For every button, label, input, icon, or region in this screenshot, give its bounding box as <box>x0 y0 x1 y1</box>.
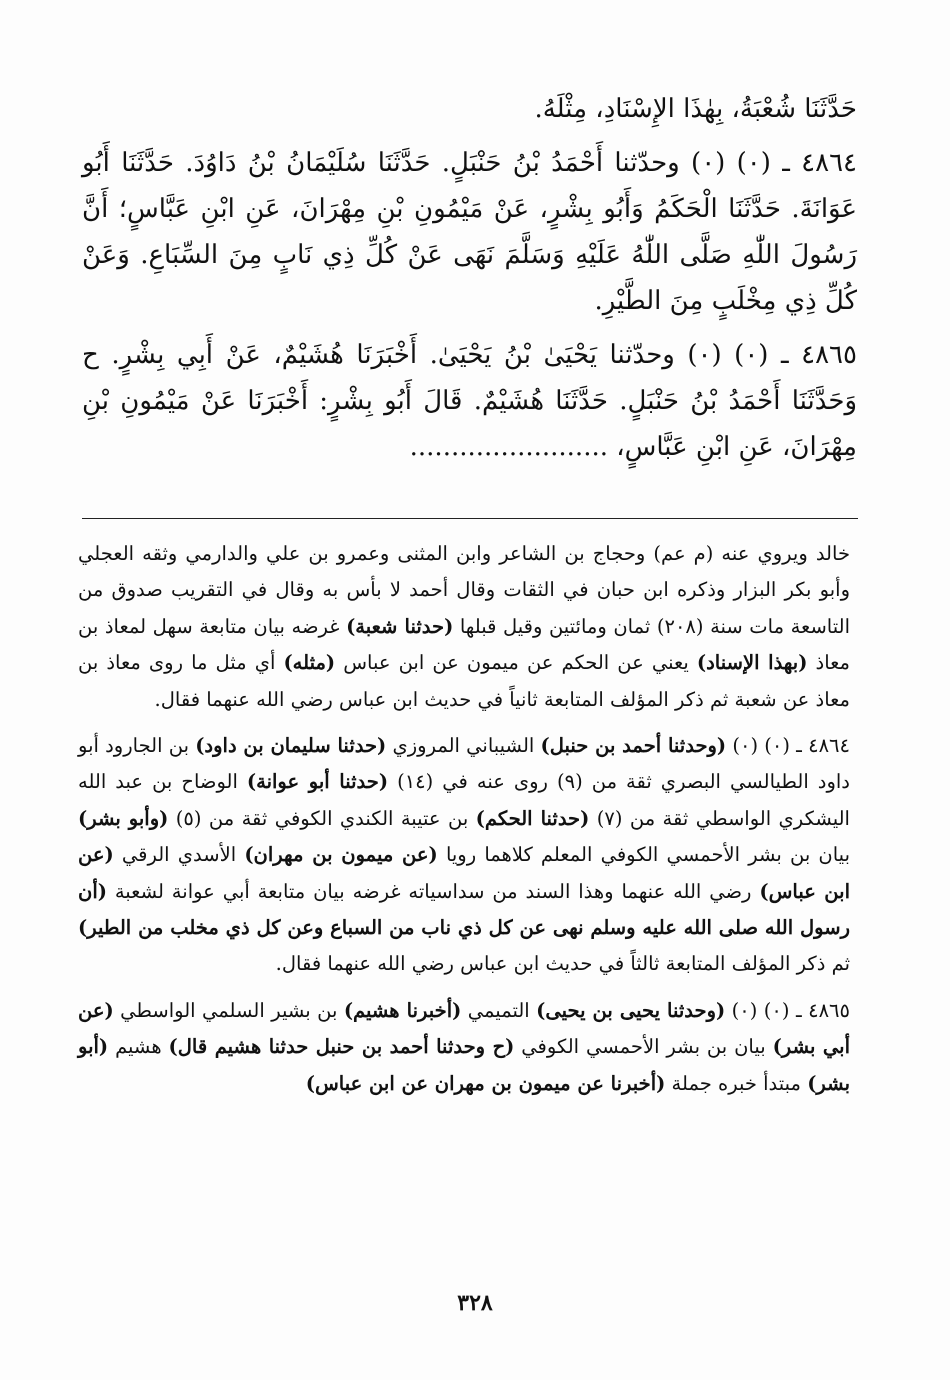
commentary-text: بن الجارود أبو داود الطيالسي البصري ثقة من (٩) روى عنه في (١٤) <box>78 734 850 794</box>
highlighted-phrase: (مثله) <box>283 651 336 675</box>
commentary-text: بن بشير السلمي الواسطي <box>113 998 344 1022</box>
hadith-text-block <box>82 86 857 478</box>
highlighted-phrase: (بهذا الإسناد) <box>696 651 808 675</box>
commentary-text: مبتدأ خبره جملة <box>665 1071 808 1095</box>
highlighted-phrase: (حدثنا الحكم) <box>475 806 590 830</box>
commentary-text: خالد ويروي عنه (م عم) وحجاج بن الشاعر وابن المثنى وعمرو بن علي والدارمي وثقه العجلي وأبو بكر البزار وذكره ابن حبان في الثقات وقال أحمد لا بأس به وقال في التقريب صدوق من التاسعة مات سنة (٢٠٨) ثمان ومائتين وقيل قبلها <box>78 542 850 638</box>
highlighted-phrase: (عن ابن عباس) <box>78 843 850 903</box>
commentary-text: ثم ذكر المؤلف المتابعة ثالثاً في حديث ابن عباس رضي الله عنهما فقال. <box>275 952 850 976</box>
highlighted-phrase: (وحدثنا أحمد بن حنبل) <box>540 734 727 758</box>
footnote-separator-line <box>82 518 858 519</box>
commentary-text: الوضاح بن عبد الله اليشكري الواسطي ثقة من (٧) <box>78 770 850 830</box>
commentary-paragraph <box>78 536 850 718</box>
commentary-text: الشيباني المروزي <box>386 734 541 758</box>
commentary-text: يعني عن الحكم عن ميمون عن ابن عباس <box>335 651 697 675</box>
highlighted-phrase: (عن أبي بشر) <box>78 998 850 1059</box>
commentary-text: بن عتيبة الكندي الكوفي ثقة من (٥) <box>168 806 476 830</box>
highlighted-phrase: (أبو بشر) <box>78 1035 850 1095</box>
commentary-paragraph <box>78 993 850 1102</box>
page-number: ٣٢٨ <box>457 1290 493 1316</box>
highlighted-phrase: (وحدثنا يحيى بن يحيى) <box>536 998 726 1022</box>
commentary-text: الأسدي الرقي <box>113 843 245 867</box>
highlighted-phrase: (أن رسول الله صلى الله عليه وسلم نهى عن كل ذي ناب من السباع وعن كل ذي مخلب من الطير) <box>78 879 850 940</box>
highlighted-phrase: (أخبرنا هشيم) <box>343 998 462 1022</box>
highlighted-phrase: (ح وحدثنا أحمد بن حنبل حدثنا هشيم قال) <box>168 1035 515 1059</box>
commentary-text: أي مثل ما روى معاذ بن معاذ عن شعبة ثم ذكر المؤلف المتابعة ثانياً في حديث ابن عباس رضي الله عنهما فقال. <box>78 651 850 711</box>
highlighted-phrase: (حدثنا سليمان بن داود) <box>195 734 387 758</box>
commentary-text: غرضه بيان متابعة سهل لمعاذ بن معاذ <box>78 614 851 675</box>
highlighted-phrase: (أخبرنا عن ميمون بن مهران عن ابن عباس) <box>305 1071 666 1095</box>
highlighted-phrase: (حدثنا أبو عوانة) <box>246 770 389 794</box>
hadith-paragraph: حَدَّثَنَا شُعْبَةُ، بِهٰذَا الإِسْنَادِ، مِثْلَهُ. <box>534 94 857 124</box>
commentary-text: ٤٨٦٤ ـ (٠) (٠) <box>726 734 850 758</box>
highlighted-phrase: (عن ميمون بن مهران) <box>244 843 438 867</box>
commentary-text: بيان بن بشر الأحمسي الكوفي المعلم كلاهما رويا <box>437 843 850 867</box>
highlighted-phrase: (حدثنا شعبة) <box>346 614 454 638</box>
commentary-text: ٤٨٦٥ ـ (٠) (٠) <box>725 998 851 1022</box>
commentary-block <box>78 536 850 1112</box>
commentary-text: بيان بن بشر الأحمسي الكوفي <box>514 1035 773 1059</box>
commentary-text: هشيم <box>108 1035 169 1059</box>
hadith-paragraph: ٤٨٦٤ ـ (٠) (٠) وحدّثنا أَحْمَدُ بْنُ حَنْبَلٍ. حَدَّثَنَا سُلَيْمَانُ بْنُ دَاوُدَ. حَدَّثَنَا أَبُو عَوَانَةَ. حَدَّثَنَا الْحَكَمُ وَأَبُو بِشْرٍ، عَنْ مَيْمُونِ بْنِ مِهْرَانَ، عَنِ ابْنِ عَبَّاسٍ؛ أَنَّ رَسُولَ اللّٰهِ صَلَّى اللّٰهُ عَلَيْهِ وَسَلَّمَ نَهَى عَنْ كُلِّ ذِي نَابٍ مِنَ السِّبَاعِ. وَعَنْ كُلِّ ذِي مِخْلَبٍ مِنَ الطَّيْرِ. <box>82 148 857 316</box>
commentary-text: التميمي <box>461 998 537 1022</box>
highlighted-phrase: (وأبو بشر) <box>78 806 169 830</box>
commentary-text: رضي الله عنهما وهذا السند من سداسياته غرضه بيان متابعة أبي عوانة لشعبة <box>106 879 760 903</box>
hadith-paragraph: ٤٨٦٥ ـ (٠) (٠) وحدّثنا يَحْيَىٰ بْنُ يَحْيَىٰ. أَخْبَرَنَا هُشَيْمٌ، عَنْ أَبِي بِشْرٍ. ح وَحَدَّثَنَا أَحْمَدُ بْنُ حَنْبَلٍ. حَدَّثَنَا هُشَيْمٌ. قَالَ أَبُو بِشْرٍ: أَخْبَرَنَا عَنْ مَيْمُونِ بْنِ مِهْرَانَ، عَنِ ابْنِ عَبَّاسٍ، ........................ <box>82 340 857 462</box>
commentary-paragraph <box>78 728 850 983</box>
